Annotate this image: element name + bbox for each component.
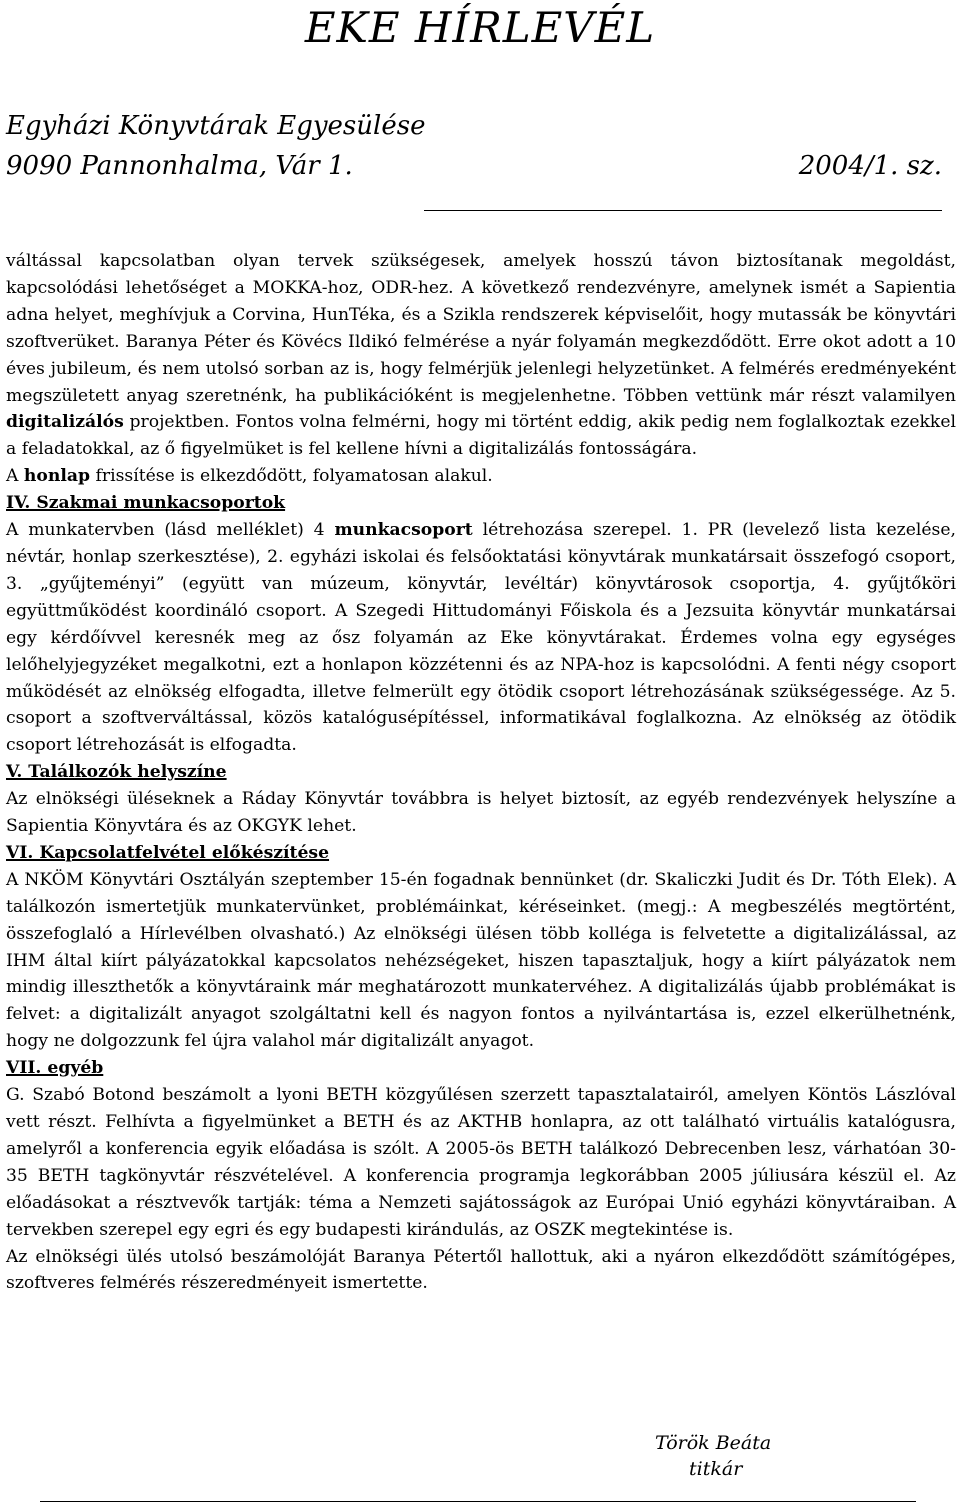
paragraph-honlap xyxy=(6,463,956,490)
emphasis-honlap: honlap xyxy=(23,466,91,487)
section-heading-vii xyxy=(6,1055,956,1082)
paragraph-section-v: Az elnökségi üléseknek a Ráday Könyvtár továbbra is helyet biztosít, az egyéb rendezvények helyszíne a Sapientia Könyvtára és az OKGYK lehet. xyxy=(6,789,956,837)
section-vii-title: VII. egyéb xyxy=(6,1058,104,1079)
signature-role: titkár xyxy=(689,1458,743,1480)
paragraph-section-vi: A NKÖM Könyvtári Osztályán szeptember 15-én fogadnak bennünket (dr. Skaliczki Judit és Dr. Tóth Elek). A találkozón ismertetjük munkatervünket, problémáinkat, kéréseinket. (megj.: A megbeszélés megtörtént, összefoglaló a Hírlevélben olvasható.) Az elnökségi ülésen több kolléga is felvetette a digitalizálással, az IHM által kiírt pályázatokkal kapcsolatos nehézségeket, hiszen tapasztaljuk, hogy a kiírt pályázatok nem mindig illeszthetők a könyvtáraink már meghatározott munkatervéhez. A digitalizálás újabb problémákat is felvet: a digitalizált anyagot szolgáltatni kell és nagyon fontos a nyilvántartása is, ezzel elkerülhetnénk, hogy ne dolgozzunk fel újra valahol már digitalizált anyagot. xyxy=(6,869,956,1052)
issue-number: 2004/1. sz. xyxy=(798,151,942,181)
paragraph-section-vii-2: Az elnökségi ülés utolsó beszámolóját Baranya Pétertől hallottuk, aki a nyáron elkezdődött számítógépes, szoftveres felmérés részeredményeit ismertette. xyxy=(6,1246,956,1294)
article-body xyxy=(6,248,956,1297)
section-v-title: V. Találkozók helyszíne xyxy=(6,762,227,783)
text-run: A xyxy=(6,466,24,487)
text-run: létrehozása szerepel. 1. PR (levelező lista kezelése, névtár, honlap szerkesztése), 2. egyházi iskolai és felsőoktatási könyvtárak munkatársait összefogó csoport, 3. „gyűjteményi” (együtt van múzeum, könyvtár, levéltár) könyvtárosok csoportja, 4. gyűjtőköri együttműködést koordináló csoport. A Szegedi Hittudományi Főiskola és a Jezsuita könyvtár munkatársai egy kérdőívvel keresnék meg az ősz folyamán az Eke könyvtárakat. Érdemes volna egy egységes lelőhelyjegyzéket megalkotni, ezt a honlapon közzétenni és az NPA-hoz is kapcsolódni. A fenti négy csoport működését az elnökség elfogadta, illetve felmerült egy ötödik csoport létrehozásának szükségessége. Az 5. csoport a szoftverváltással, közös katalógusépítéssel, informatikával foglalkozna. Az elnökség az ötödik csoport létrehozását is elfogadta. xyxy=(6,520,956,756)
section-heading-iv xyxy=(6,490,956,517)
emphasis-munkacsoport: munkacsoport xyxy=(334,520,473,541)
section-heading-v xyxy=(6,759,956,786)
text-run: váltással kapcsolatban olyan tervek szükségesek, amelyek hosszú távon biztosítanak megoldást, kapcsolódási lehetőséget a MOKKA-hoz, ODR-hez. A következő rendezvényre, amelynek ismét a Sapientia adna helyet, meghívjuk a Corvina, HunTéka, és a Szikla rendszerek képviselőit, hogy mutassák be könyvtári szoftverüket. Baranya Péter és Kövécs Ildikó felmérése a nyár folyamán megkezdődött. Erre okot adott a 10 éves jubileum, és nem utolsó sorban az is, hogy felmérjük jelenlegi helyzetünket. A felmérés eredményeként megszületett anyag szeretnénk, ha publikációként is megjelenhetne. Többen vettünk már részt valamilyen xyxy=(6,251,956,406)
paragraph-section-vii-1: G. Szabó Botond beszámolt a lyoni BETH közgyűlésen szerzett tapasztalatairól, amelyen Köntös Lászlóval vett részt. Felhívta a figyelmünket a BETH és az AKTHB honlapra, az ott található virtuális katalógusra, amelyről a konferencia egyik előadása is szólt. A 2005-ös BETH találkozó Debrecenben lesz, várhatóan 30-35 BETH tagkönyvtár részvételével. A konferencia programja legkorábban 2005 júliusára készül el. Az előadásokat a résztvevők tartják: téma a Nemzeti sajátosságok az Európai Unió egyházi könyvtáraiban. A tervekben szerepel egy egri és egy budapesti kirándulás, az OSZK megtekintése is. xyxy=(6,1085,956,1240)
header-divider xyxy=(424,210,942,211)
text-run: projektben. Fontos volna felmérni, hogy mi történt eddig, akik pedig nem foglalkoztak ezekkel a feladatokkal, az ő figyelmüket is fel kellene hívni a digitalizálás fontosságára. xyxy=(6,412,956,460)
section-iv-title: IV. Szakmai munkacsoportok xyxy=(6,493,286,514)
emphasis-digitalizalos: digitalizálós xyxy=(6,412,124,433)
footer-divider xyxy=(40,1501,916,1502)
signature-name: Török Beáta xyxy=(655,1432,772,1454)
section-vi-title: VI. Kapcsolatfelvétel előkészítése xyxy=(6,842,330,863)
organization-name: Egyházi Könyvtárak Egyesülése xyxy=(6,111,426,141)
section-heading-vi xyxy=(6,840,956,867)
paragraph-intro xyxy=(6,248,956,463)
text-run: A munkatervben (lásd melléklet) 4 xyxy=(6,520,335,541)
paragraph-section-iv xyxy=(6,517,956,759)
text-run: frissítése is elkezdődött, folyamatosan alakul. xyxy=(90,466,493,487)
organization-address: 9090 Pannonhalma, Vár 1. xyxy=(6,151,353,181)
newsletter-title: EKE HÍRLEVÉL xyxy=(304,3,656,52)
